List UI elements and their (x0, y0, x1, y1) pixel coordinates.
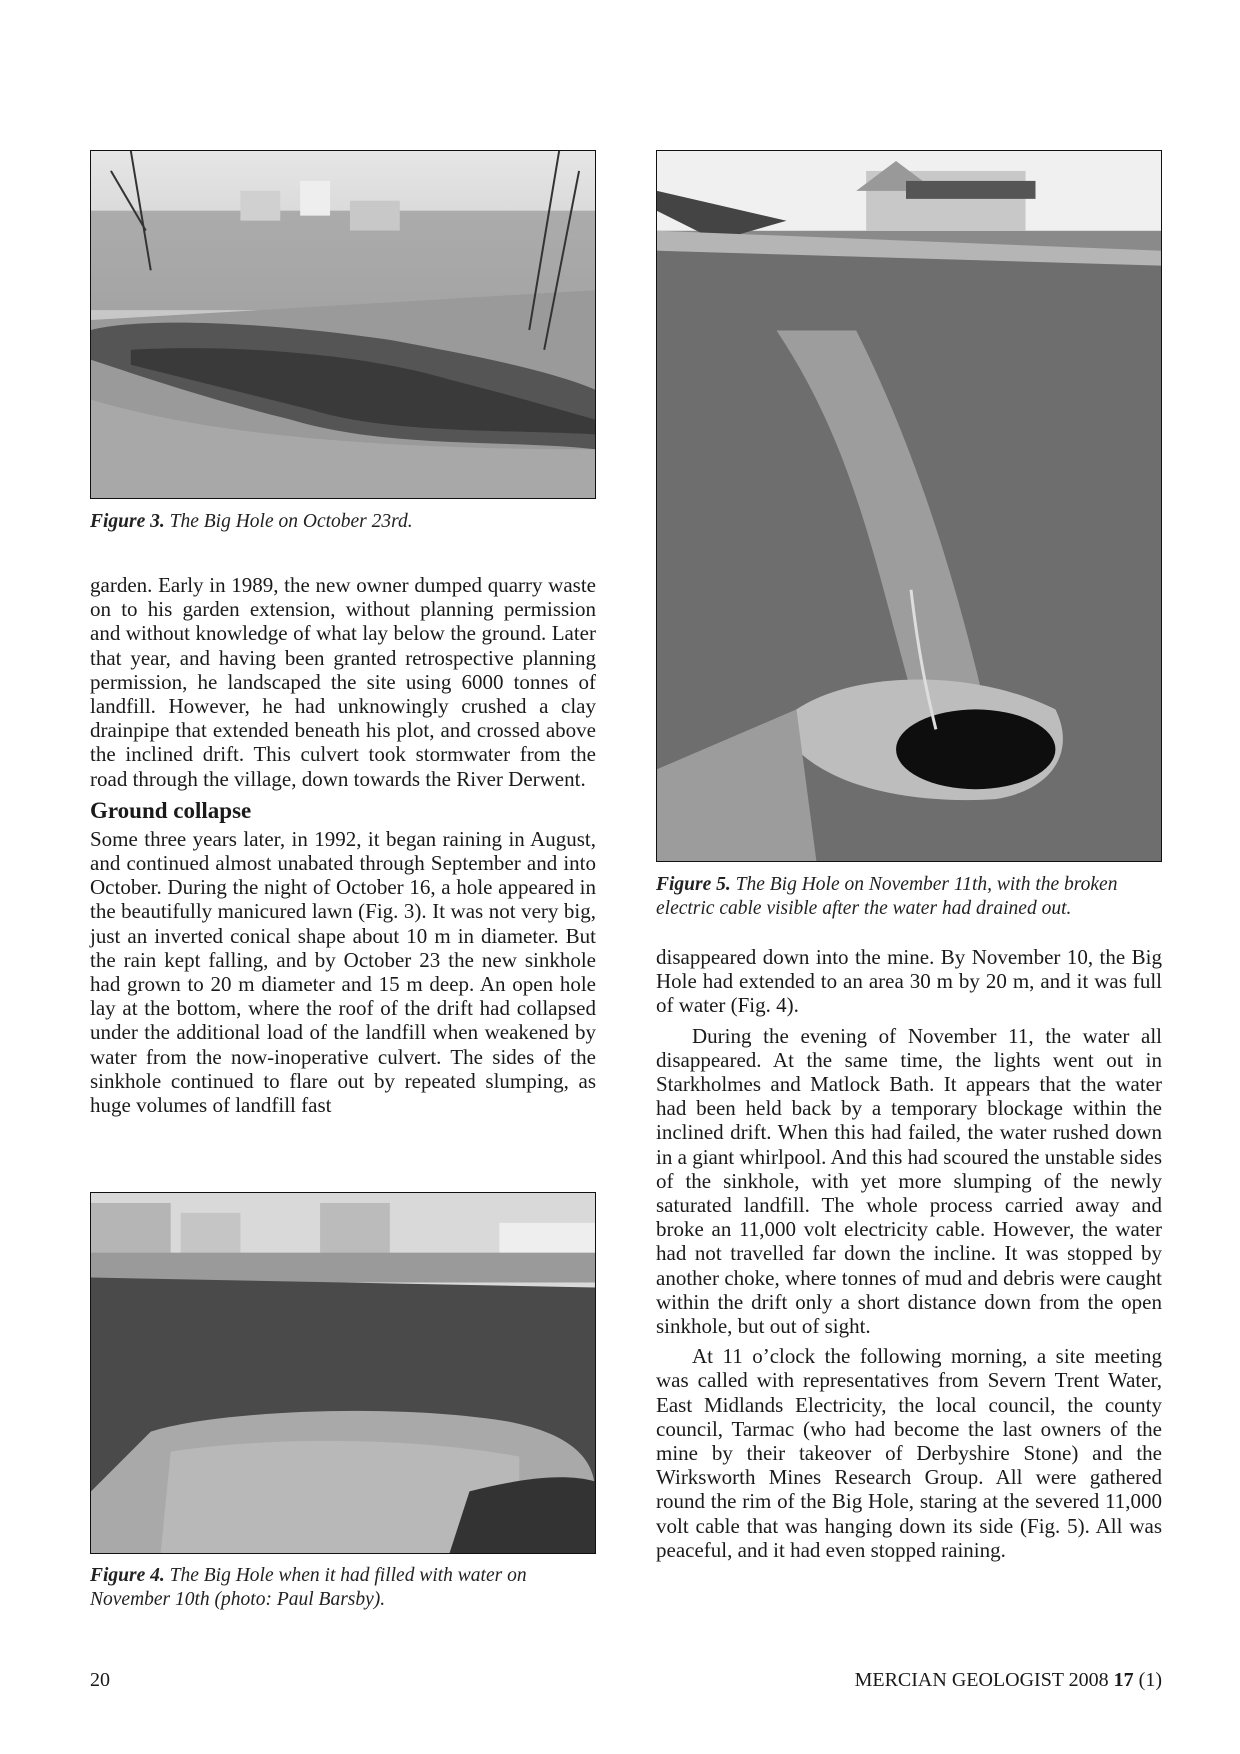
page-number: 20 (90, 1669, 110, 1691)
figure-3-photo (90, 150, 596, 499)
figure-label: Figure 3. (90, 511, 165, 532)
journal-name-year: MERCIAN GEOLOGIST 2008 (854, 1669, 1114, 1691)
right-column-text (656, 945, 1162, 1562)
paragraph: disappeared down into the mine. By November 10, the Big Hole had extended to an area 30 m by 20 m, and it was full of water (Fig. 4). (656, 945, 1162, 1018)
volume-number: 17 (1113, 1669, 1134, 1691)
figure-label: Figure 4. (90, 1565, 165, 1586)
issue-number: (1) (1133, 1669, 1162, 1691)
journal-citation (855, 1668, 1162, 1692)
figure-4-caption: Figure 4. The Big Hole when it had filled with water on November 10th (photo: Paul Barsby). (90, 1565, 527, 1610)
drained-sinkhole-photo (657, 151, 1161, 861)
sinkhole-photo-oct23 (91, 151, 595, 498)
figure-5-photo (656, 150, 1162, 862)
paragraph: During the evening of November 11, the water all disappeared. At the same time, the lights went out in Starkholmes and Matlock Bath. It appears that the water had been held back by a temporary blockage within the inclined drift. When this had failed, the water rushed down in a giant whirlpool. And this had scoured the unstable sides of the sinkhole, with yet more slumping of the newly saturated landfill. The whole process carried away and broke an 11,000 volt electricity cable. However, the water had not travelled far down the incline. It was stopped by another choke, where tonnes of mud and debris were caught within the drift only a short distance down from the open sinkhole, but out of sight. (656, 1023, 1162, 1339)
figure-5-caption: Figure 5. The Big Hole on November 11th, with the broken electric cable visible after the water had drained out. (656, 874, 1118, 919)
flooded-sinkhole-photo (91, 1193, 595, 1553)
paragraph: At 11 o’clock the following morning, a site meeting was called with representatives from Severn Trent Water, East Midlands Electricity, the local council, the county council, Tarmac (who had become the last owners of the mine by their takeover of Derbyshire Stone) and the Wirksworth Mines Research Group. All were gathered round the rim of the Big Hole, staring at the severed 11,000 volt cable that was hanging down its side (Fig. 5). All was peaceful, and it had even stopped raining. (656, 1344, 1162, 1562)
paragraph: Some three years later, in 1992, it began raining in August, and continued almost unabated through September and into October. During the night of October 16, a hole appeared in the beautifully manicured lawn (Fig. 3). It was not very big, just an inverted conical shape about 10 m in diameter. But the rain kept falling, and by October 23 the new sinkhole had grown to 20 m diameter and 15 m deep. An open hole lay at the bottom, where the roof of the drift had collapsed under the additional load of the landfill when weakened by water from the now-inoperative culvert. The sides of the sinkhole continued to flare out by repeated slumping, as huge volumes of landfill fast (90, 826, 596, 1118)
figure-label: Figure 5. (656, 874, 731, 895)
paragraph: garden. Early in 1989, the new owner dumped quarry waste on to his garden extension, without planning permission and without knowledge of what lay below the ground. Later that year, and having been granted retrospective planning permission, he landscaped the site using 6000 tonnes of landfill. However, he had unknowingly crushed a clay drainpipe that extended beneath his plot, and crossed above the inclined drift. This culvert took stormwater from the road through the village, down towards the River Derwent. (90, 573, 596, 791)
figure-3-caption: Figure 3. The Big Hole on October 23rd. (90, 511, 413, 532)
figure-4-photo (90, 1192, 596, 1554)
section-heading-ground-collapse: Ground collapse (90, 797, 252, 823)
left-column-text (90, 573, 596, 1117)
